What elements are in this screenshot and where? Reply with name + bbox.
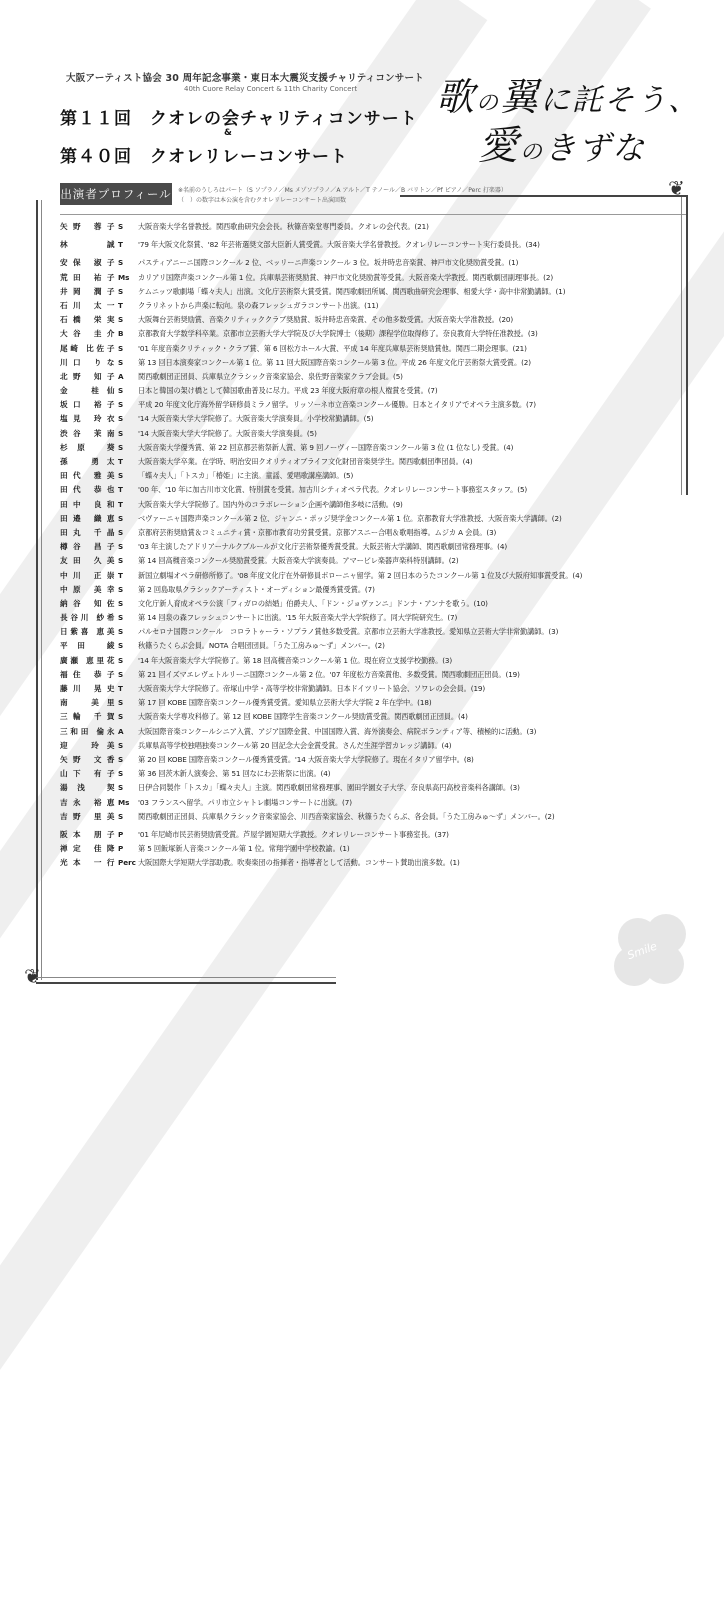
title-ampersand: & <box>224 128 232 138</box>
performer-profile: ケムニッツ歌劇場「蝶々夫人」出演。文化庁芸術祭大賞受賞。関西歌劇団所属、関西歌曲研究会理事、相愛大学・高中非常勤講師。(1) <box>138 286 566 296</box>
slogan-text: きずな <box>544 129 647 167</box>
performer-name: 安保 淑子 <box>60 258 115 268</box>
slogan-char: 翼 <box>500 75 541 119</box>
performer-name: 田邉 織恵 <box>60 513 115 523</box>
frame-line <box>36 982 336 984</box>
performer-part: S <box>118 471 124 481</box>
performer-name: 杉原 葵 <box>60 442 115 452</box>
performer-name: 長谷川 紗希 <box>60 613 115 623</box>
performer-profile: カリアリ国際声楽コンクール第 1 位。兵庫県芸術奨励賞、神戸市文化奨励賞等受賞。大阪音楽大学教授。関西歌劇団副理事長。(2) <box>138 272 554 282</box>
performer-profile: 大阪音楽大学大学院修了。国内外のコラボレーション企画や講師他多岐に活動。(9) <box>138 499 403 509</box>
performer-part: S <box>118 655 124 665</box>
performer-name: 林 誠 <box>60 240 115 250</box>
performer-name: 福住 恭子 <box>60 669 115 679</box>
performer-name: 大谷 圭介 <box>60 329 115 339</box>
performer-part: B <box>118 329 124 339</box>
performer-row <box>60 625 690 639</box>
performer-profile: 第 36 回茨木新人演奏会、第 51 回なにわ芸術祭に出演。(4) <box>138 769 331 779</box>
slogan-char: 愛 <box>478 123 520 169</box>
performer-name: 友田 久美 <box>60 556 115 566</box>
performer-row <box>60 654 690 668</box>
performer-name: 南 美里 <box>60 698 115 708</box>
performer-row <box>60 554 690 568</box>
performer-name: 矢野 蓉子 <box>60 222 115 231</box>
performer-row <box>60 583 690 597</box>
performer-profile: '00 年、'10 年に加古川市文化賞、特別賞を受賞。加古川シティオペラ代表。クオレリレーコンサート事務室スタッフ。(5) <box>138 485 528 495</box>
performer-row <box>60 725 690 739</box>
performer-profile: 第 14 回高槻音楽コンクール奨励賞受賞。大阪音楽大学演奏員。アマービレ楽器声楽科特別講師。(2) <box>138 556 459 566</box>
performer-part: T <box>118 240 123 250</box>
performer-row <box>60 569 690 583</box>
performer-name: 田代 恭也 <box>60 485 115 495</box>
performer-name: 藤川 晃史 <box>60 684 115 693</box>
performer-row <box>60 299 690 313</box>
performer-part: S <box>118 698 124 708</box>
performer-profile: 第 2 回島取県クラシックアーティスト・オーディション最優秀賞受賞。(7) <box>138 584 375 594</box>
performer-name: 廣瀬 恵里花 <box>60 655 115 665</box>
performer-profile: 京都教育大学数学科卒業。京都市立芸術大学大学院及び大学院博士（後期）課程学位取得修了。奈良教育大学特任准教授。(3) <box>138 329 538 339</box>
slogan-char: の <box>476 91 501 116</box>
performer-row <box>60 427 690 441</box>
performer-profile: 京都府芸術奨励賞＆コミュニティ賞・京都市教育功労賞受賞。京都アスニー合唱＆歌唱指導。ムジカ A 会員。(3) <box>138 527 497 537</box>
performer-part: S <box>118 641 124 651</box>
performer-profile: '03 年主演したアドリアーナルクブルールが文化庁芸術祭優秀賞受賞。大阪芸術大学講師、関西歌劇団常務理事。(4) <box>138 542 508 552</box>
performer-part: S <box>118 527 124 537</box>
performer-row <box>60 781 690 795</box>
smile-text: Smile <box>625 939 659 963</box>
performer-row <box>60 220 690 234</box>
performer-profile: 第 14 回泉の森フレッシュコンサートに出演。'15 年大阪音楽大学大学院修了。同大学院研究生。(7) <box>138 613 458 623</box>
performer-name: 塩見 玲衣 <box>60 414 115 424</box>
event-subtitle: 大阪アーティスト協会 30 周年記念事業・東日本大震災支援チャリティコンサート <box>66 73 424 84</box>
performer-part: S <box>118 783 124 793</box>
performer-name: 樽谷 昌子 <box>60 542 115 552</box>
performer-part: S <box>118 414 124 424</box>
performer-row <box>60 356 690 370</box>
performer-profile: 関西歌劇団正団員、兵庫県立クラシック音楽家協会、泉佐野音楽家クラブ会員。(5) <box>138 371 403 381</box>
performer-part: S <box>118 400 124 410</box>
performer-name: 石川 太一 <box>60 300 115 310</box>
performer-part: S <box>118 258 124 268</box>
performer-name: 三和田 倫永 <box>60 726 115 736</box>
performer-profile: パルセロナ国際コンクール コロラトゥーラ・ソプラノ賞他多数受賞。京都市立芸術大学准教授。愛知県立芸術大学非常勤講師。(3) <box>138 627 559 637</box>
frame-line <box>36 200 38 980</box>
performer-profile: 大阪音楽大学卒業。在学時、明治安田クオリティオブライフ文化財団音楽奨学生。関西歌劇団準団員。(4) <box>138 457 473 466</box>
performer-row <box>60 271 690 285</box>
performer-name: 矢野 文香 <box>60 754 115 764</box>
performer-profile: '03 フランスへ留学。パリ市立シャトレ劇場コンサートに出演。(7) <box>138 797 352 807</box>
performer-profile: 秋篠うたくらぶ会員。NOTA 合唱団団員。「うた工房みゅ～ず」メンバー。(2) <box>138 641 385 651</box>
performer-name: 光本 一行 <box>60 858 115 868</box>
performer-part: S <box>118 315 124 325</box>
slogan-line2 <box>478 114 646 171</box>
slogan-line1 <box>436 66 700 121</box>
performer-profile: 文化庁新人育成オペラ公演「フィガロの結婚」伯爵夫人、「ドン・ジョヴァンニ」ドンナ・アンナを歌う。(10) <box>138 598 488 608</box>
performer-name: 金 桂仙 <box>60 386 115 396</box>
performer-profile: '01 年尼崎市民芸術奨励賞受賞。芦屋学園短期大学教授。クオレリレーコンサート事務室長。(37) <box>138 829 449 839</box>
performer-row <box>60 810 690 824</box>
performer-part: S <box>118 740 124 750</box>
performer-profile: 第 17 回 KOBE 国際音楽コンクール優秀賞受賞。愛知県立芸術大学大学院 2 年在学中。(18) <box>138 698 432 708</box>
performer-profile: '79 年大阪文化祭賞、'82 年芸術選奨文部大臣新人賞受賞。大阪音楽大学名誉教授。クオレリレーコンサート実行委員長。(34) <box>138 240 540 250</box>
performer-row <box>60 597 690 611</box>
performer-profile: 第 5 回飯塚新人音楽コンクール第 1 位。常翔学園中学校教諭。(1) <box>138 844 350 854</box>
performer-part: A <box>118 371 124 381</box>
performer-part: Ms <box>118 797 130 807</box>
performer-name: 荒田 祐子 <box>60 272 115 282</box>
performer-profile: '14 大阪音楽大学大学院修了。大阪音楽大学演奏員。(5) <box>138 428 317 438</box>
performer-row <box>60 238 690 252</box>
performer-row <box>60 611 690 625</box>
performer-row <box>60 842 690 856</box>
performer-row <box>60 856 690 870</box>
performer-part: Perc <box>118 858 136 868</box>
performer-part: A <box>118 726 124 736</box>
performer-name: 中原 美幸 <box>60 584 115 594</box>
performer-name: 田丸 千晶 <box>60 527 115 537</box>
performer-name: 渋谷 茉南 <box>60 428 115 438</box>
performer-row <box>60 739 690 753</box>
performer-profile: ベヴァーニャ国際声楽コンクール第 2 位、ジャンニ・ポッジ奨学金コンクール第 1 位。京都教育大学准教授、大阪音楽大学講師。(2) <box>138 513 562 523</box>
performer-row <box>60 398 690 412</box>
performer-profile: 大阪舞台芸術奨励賞、音楽クリティッククラブ奨励賞、坂井時忠音楽賞、その他多数受賞。大阪音楽大学准教授。(20) <box>138 315 514 325</box>
performer-part: S <box>118 712 124 722</box>
performer-part: S <box>118 769 124 779</box>
performer-profile: 大阪国際大学短期大学部助教。吹奏楽団の指揮者・指導者として活動。コンサート賛助出演多数。(1) <box>138 858 460 868</box>
flourish-ornament-icon: ❦ <box>24 964 41 988</box>
frame-line <box>41 200 42 980</box>
performer-part: S <box>118 442 124 452</box>
performer-profile: 大阪国際音楽コンクールシニア入賞、アジア国際金賞、中国国際入賞、海外演奏会、病院ボランティア等、積極的に活動。(3) <box>138 726 537 736</box>
performer-part: S <box>118 513 124 523</box>
concert-title-charity: 第１１回 クオレの会チャリティコンサート <box>60 109 418 129</box>
performer-name: 孫 勇太 <box>60 457 115 466</box>
performer-row <box>60 753 690 767</box>
performer-name: 禅定 佳降 <box>60 844 115 854</box>
performer-row <box>60 285 690 299</box>
performer-row <box>60 327 690 341</box>
performer-row <box>60 540 690 554</box>
performer-profile: '01 年度音楽クリティック・クラブ賞、第 6 回松方ホール大賞、平成 14 年度兵庫県芸術奨励賞他。関西二期会理事。(21) <box>138 343 527 353</box>
performer-part: S <box>118 811 124 821</box>
performer-name: 吉永 裕恵 <box>60 797 115 807</box>
performer-row <box>60 668 690 682</box>
performer-part: Ms <box>118 272 130 282</box>
performer-name: 田中 良和 <box>60 499 115 509</box>
performer-name: 石橋 栄実 <box>60 315 115 325</box>
section-label: 出演者プロフィール <box>60 183 172 205</box>
performer-row <box>60 796 690 810</box>
performer-row <box>60 710 690 724</box>
performer-row <box>60 498 690 512</box>
performer-profile: 大阪音楽大学名誉教授。関西歌曲研究会会長。秋篠音楽堂専門委員。クオレの会代表。(21) <box>138 222 429 231</box>
performer-part: S <box>118 598 124 608</box>
performer-name: 尾崎 比佐子 <box>60 343 115 353</box>
performer-name: 日紫喜 恵美 <box>60 627 115 637</box>
performer-profile: 大阪音楽大学専攻科修了。第 12 回 KOBE 国際学生音楽コンクール奨励賞受賞。関西歌劇団正団員。(4) <box>138 712 468 722</box>
performer-profile: 平成 20 年度文化庁海外留学研修員ミラノ留学。リッソーネ市立音楽コンクール優勝。日本とイタリアでオペラ主演多数。(7) <box>138 400 536 410</box>
performer-profile: パスティアニーニ国際コンクール 2 位、ベッリーニ声楽コンクール 3 位。坂井時忠音楽賞、神戸市文化奨励賞受賞。(1) <box>138 258 519 268</box>
performer-row <box>60 639 690 653</box>
performer-row <box>60 313 690 327</box>
performer-profile: 兵庫県高等学校独唱独奏コンクール第 20 回記念大会金賞受賞。さんだ生涯学習カレッジ講師。(4) <box>138 740 452 750</box>
performer-part: S <box>118 556 124 566</box>
performer-row <box>60 469 690 483</box>
performer-part: P <box>118 844 124 854</box>
performer-part: T <box>118 457 123 466</box>
performer-name: 井岡 潤子 <box>60 286 115 296</box>
performer-part: S <box>118 584 124 594</box>
appearance-count-note: （ ）の数字は本公演を含むクオレリレーコンサート出演回数 <box>178 197 347 204</box>
performer-name: 平田 綾 <box>60 641 115 651</box>
performer-row <box>60 412 690 426</box>
clover-smile-icon <box>598 900 708 1000</box>
performer-profile: '14 大阪音楽大学大学院修了。大阪音楽大学演奏員。小学校常勤講師。(5) <box>138 414 374 424</box>
performer-name: 湯浅 契 <box>60 783 115 793</box>
performer-name: 阪本 朋子 <box>60 829 115 839</box>
performer-row <box>60 256 690 270</box>
performer-part: P <box>118 829 124 839</box>
performer-part: S <box>118 669 124 679</box>
performer-part: T <box>118 485 123 495</box>
performer-name: 北野 知子 <box>60 371 115 381</box>
slogan-char: 歌 <box>436 75 477 119</box>
performer-profile: 第 20 回 KOBE 国際音楽コンクール優秀賞受賞。'14 大阪音楽大学大学院修了。現在イタリア留学中。(8) <box>138 754 474 764</box>
frame-line <box>36 977 336 978</box>
performer-part: T <box>118 499 123 509</box>
frame-line <box>400 195 688 197</box>
performer-name: 中川 正崇 <box>60 570 115 580</box>
performer-name: 川口 りな <box>60 357 115 367</box>
performer-profile: '14 年大阪音楽大学大学院修了。第 18 回高槻音楽コンクール第 1 位。現在府立支援学校勤務。(3) <box>138 655 453 665</box>
performer-profile: 第 13 回日本演奏家コンクール第 1 位。第 11 回大阪国際音楽コンクール第 3 位。平成 26 年度文化庁芸術祭大賞受賞。(2) <box>138 357 531 367</box>
performer-profile: 関西歌劇団正団員、兵庫県クラシック音楽家協会、川西音楽家協会、秋篠うたくらぶ、各会員。「うた工房みゅ～ず」メンバー。(2) <box>138 811 555 821</box>
performer-profile: 大阪音楽大学優秀賞、第 22 回京都芸術祭新人賞、第 9 回ノーヴィー国際音楽コンクール第 3 位 (1 位なし) 受賞。(4) <box>138 442 514 452</box>
concert-title-relay: 第４０回 クオレリレーコンサート <box>60 147 348 167</box>
performer-part: T <box>118 300 123 310</box>
performer-part: T <box>118 570 123 580</box>
performer-row <box>60 441 690 455</box>
performer-profile: クラリネットから声楽に転向。泉の森フレッシュガラコンサート出演。(11) <box>138 300 379 310</box>
performer-part: S <box>118 754 124 764</box>
performer-part: S <box>118 627 124 637</box>
performer-name: 納谷 知佐 <box>60 598 115 608</box>
performer-row <box>60 828 690 842</box>
performer-row <box>60 526 690 540</box>
separator-line <box>60 214 688 215</box>
performer-row <box>60 370 690 384</box>
performer-profile: 新国立劇場オペラ研修所修了。'08 年度文化庁在外研修員ボローニャ留学。第 2 回日本のうたコンクール第 1 位及び大阪府知事賞受賞。(4) <box>138 570 583 580</box>
performer-part: S <box>118 542 124 552</box>
performer-row <box>60 455 690 469</box>
performer-profile: 日伊合同製作「トスカ」「蝶々夫人」主演。関西歌劇団常務理事、園田学園女子大学、奈良県高円高校音楽科各講師。(3) <box>138 783 520 793</box>
flourish-ornament-icon: ❦ <box>668 176 685 200</box>
performer-part: T <box>118 684 123 693</box>
performer-profile: 第 21 回イズマエレヴェトルリーニ国際コンクール第 2 位。'07 年度松方音楽賞他、多数受賞。関西歌劇団正団員。(19) <box>138 669 520 679</box>
slogan-char: の <box>520 140 545 165</box>
performer-name: 山下 有子 <box>60 769 115 779</box>
performer-row <box>60 767 690 781</box>
performer-list <box>60 220 690 870</box>
event-english-subtitle: 40th Cuore Relay Concert & 11th Charity Concert <box>184 85 358 93</box>
performer-part: S <box>118 386 124 396</box>
performer-profile: 「蝶々夫人」「トスカ」「椿姫」に主演。童謡、愛唱歌講座講師。(5) <box>138 471 354 481</box>
performer-name: 田代 雅美 <box>60 471 115 481</box>
part-legend: ※名前のうしろはパート（S ソプラノ／Ms メゾソプラノ／A アルト／T テノール／B バリトン／Pf ピアノ／Perc 打楽器） <box>178 187 507 194</box>
performer-row <box>60 483 690 497</box>
performer-part: S <box>118 286 124 296</box>
slogan-text: に託そう、 <box>540 83 701 118</box>
performer-part: S <box>118 428 124 438</box>
performer-name: 坂口 裕子 <box>60 400 115 410</box>
performer-profile: 日本と韓国の架け橋として韓国歌曲普及に尽力。平成 23 年度大阪府章の根人権賞を受賞。(7) <box>138 386 438 396</box>
performer-name: 三輪 千賀 <box>60 712 115 722</box>
performer-part: S <box>118 343 124 353</box>
performer-name: 吉野 里美 <box>60 811 115 821</box>
performer-row <box>60 682 690 696</box>
performer-part: S <box>118 613 124 623</box>
performer-row <box>60 696 690 710</box>
performer-part: S <box>118 357 124 367</box>
performer-name: 迎 玲美 <box>60 740 115 750</box>
performer-row <box>60 384 690 398</box>
performer-row <box>60 512 690 526</box>
performer-profile: 大阪音楽大学大学院修了。帝塚山中学・高等学校非常勤講師。日本ドイツリート協会、ソワレの会会員。(19) <box>138 684 486 693</box>
performer-row <box>60 342 690 356</box>
performer-part: S <box>118 222 124 231</box>
